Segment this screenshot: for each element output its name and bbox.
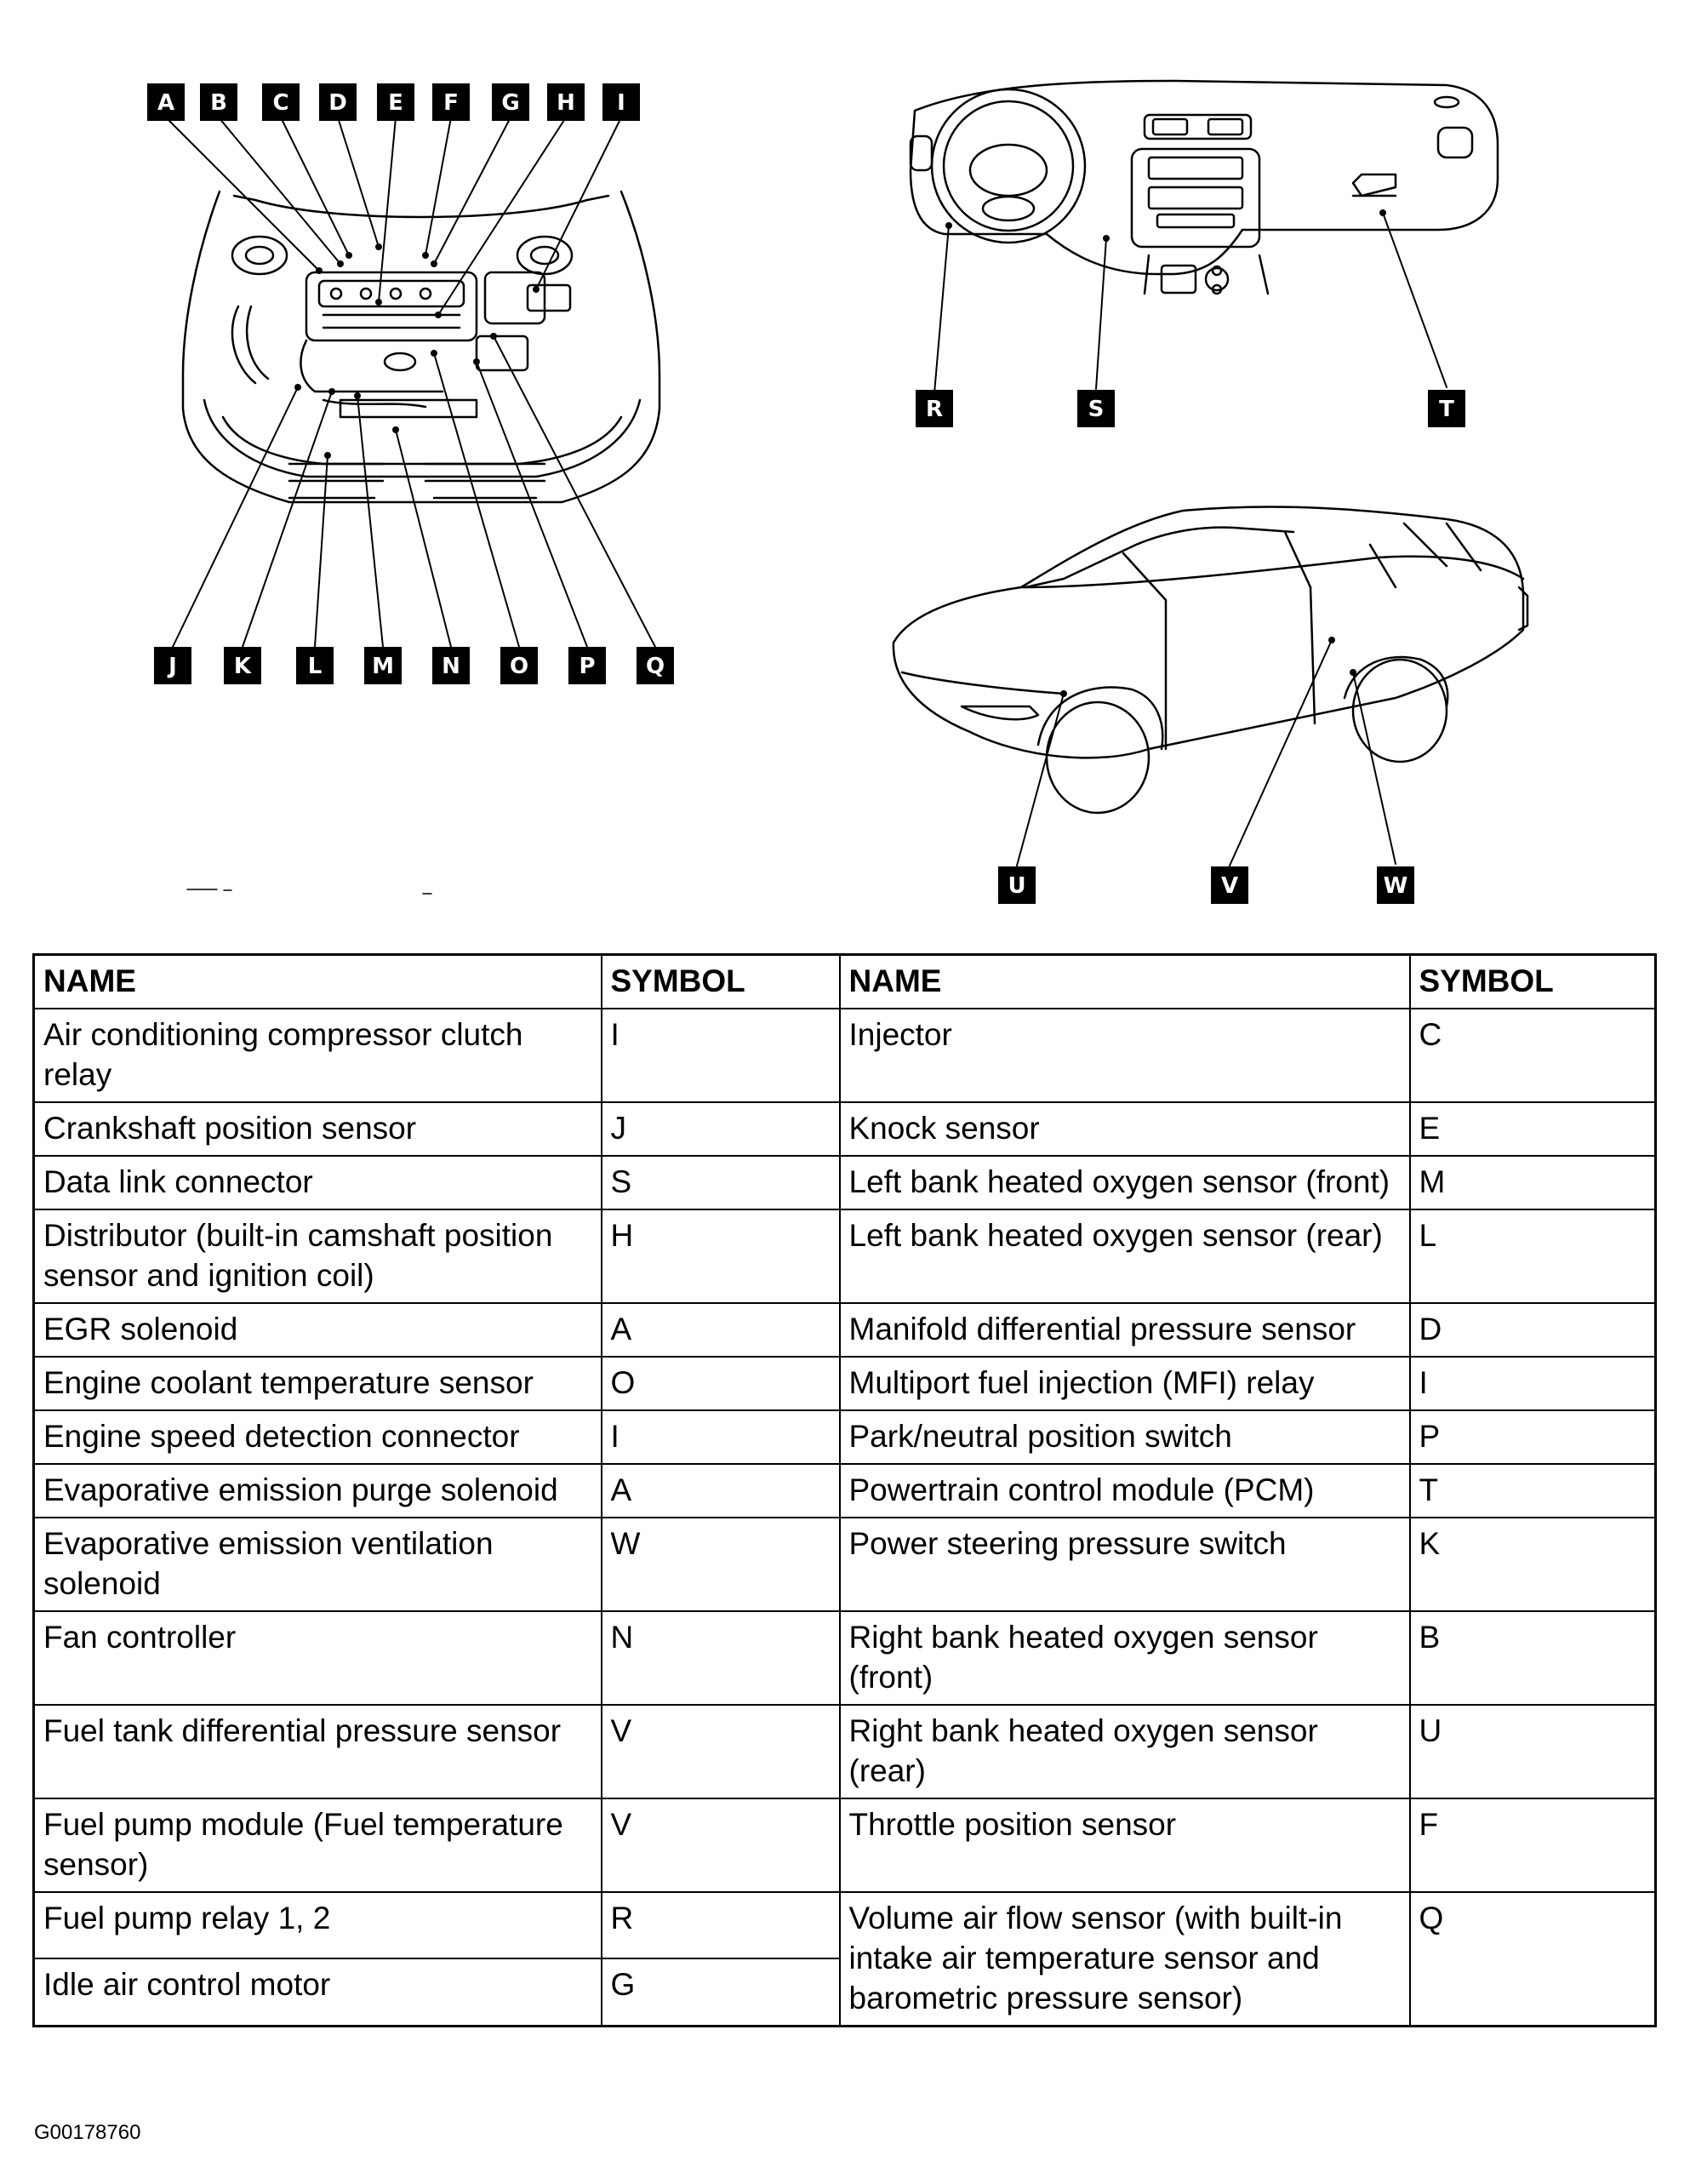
right-symbol-cell: D	[1410, 1303, 1656, 1357]
callout-label	[147, 83, 185, 121]
callout-label-letter: J	[168, 654, 177, 679]
table-row	[34, 1102, 1656, 1156]
left-symbol-cell: G	[602, 1958, 840, 2026]
callout-label-letter: R	[925, 397, 944, 422]
callout-label	[319, 83, 357, 121]
callout-label-letter: P	[579, 654, 596, 679]
callout-label	[568, 647, 606, 684]
callout-label	[916, 390, 953, 427]
dashboard-drawing	[911, 81, 1498, 294]
right-name-cell: Park/neutral position switch	[840, 1410, 1410, 1464]
table-row	[34, 1410, 1656, 1464]
table-row	[34, 1156, 1656, 1209]
component-table	[32, 953, 1657, 2027]
dashboard-leader-lines	[934, 213, 1447, 393]
right-symbol-cell: I	[1410, 1357, 1656, 1410]
callout-label-letter: O	[509, 654, 529, 679]
callout-label	[1077, 390, 1115, 427]
header-name-left: NAME	[34, 955, 602, 1009]
table-row	[34, 1705, 1656, 1798]
callout-label	[1428, 390, 1465, 427]
callout-label-letter: D	[328, 90, 347, 116]
callout-label	[377, 83, 414, 121]
callout-label	[492, 83, 529, 121]
left-name-cell: Fuel pump module (Fuel temperature sensor)	[34, 1798, 602, 1892]
left-symbol-cell: A	[602, 1303, 840, 1357]
left-symbol-cell: I	[602, 1009, 840, 1102]
right-symbol-cell: T	[1410, 1464, 1656, 1518]
right-name-cell: Right bank heated oxygen sensor (rear)	[840, 1705, 1410, 1798]
callout-label-letter: C	[272, 90, 289, 116]
callout-label	[547, 83, 585, 121]
left-symbol-cell: W	[602, 1518, 840, 1611]
left-name-cell: Engine speed detection connector	[34, 1410, 602, 1464]
engine-compartment-drawing	[183, 192, 659, 502]
table-row	[34, 1611, 1656, 1705]
left-name-cell: Evaporative emission purge solenoid	[34, 1464, 602, 1518]
right-name-cell: Volume air flow sensor (with built-in intake air temperature sensor and barometric pressure sensor)	[840, 1892, 1410, 2027]
callout-label-letter: Q	[645, 654, 665, 679]
right-name-cell: Power steering pressure switch	[840, 1518, 1410, 1611]
right-name-cell: Right bank heated oxygen sensor (front)	[840, 1611, 1410, 1705]
table-row	[34, 1798, 1656, 1892]
right-symbol-cell: E	[1410, 1102, 1656, 1156]
callout-label-letter: N	[442, 654, 460, 679]
right-symbol-cell: U	[1410, 1705, 1656, 1798]
callout-label-letter: G	[501, 90, 520, 116]
right-name-cell: Left bank heated oxygen sensor (front)	[840, 1156, 1410, 1209]
callout-label-letter: T	[1439, 397, 1454, 422]
header-name-right: NAME	[840, 955, 1410, 1009]
left-name-cell: Fan controller	[34, 1611, 602, 1705]
right-symbol-cell: K	[1410, 1518, 1656, 1611]
callout-label-letter: A	[157, 90, 175, 116]
table-row	[34, 1209, 1656, 1303]
callout-label	[1377, 866, 1414, 904]
callout-label-letter: S	[1088, 397, 1105, 422]
table-row	[34, 1357, 1656, 1410]
car-leader-lines	[1017, 640, 1396, 866]
callout-label	[432, 647, 470, 684]
left-name-cell: EGR solenoid	[34, 1303, 602, 1357]
right-symbol-cell: C	[1410, 1009, 1656, 1102]
right-symbol-cell: P	[1410, 1410, 1656, 1464]
right-name-cell: Throttle position sensor	[840, 1798, 1410, 1892]
callout-label-letter: F	[443, 90, 459, 116]
right-symbol-cell: Q	[1410, 1892, 1656, 2027]
right-name-cell: Multiport fuel injection (MFI) relay	[840, 1357, 1410, 1410]
car-body-drawing	[894, 506, 1527, 813]
callout-label	[1211, 866, 1248, 904]
left-name-cell: Fuel pump relay 1, 2	[34, 1892, 602, 1958]
callout-label-letter: V	[1220, 873, 1239, 899]
left-symbol-cell: N	[602, 1611, 840, 1705]
left-name-cell: Crankshaft position sensor	[34, 1102, 602, 1156]
left-symbol-cell: S	[602, 1156, 840, 1209]
right-name-cell: Injector	[840, 1009, 1410, 1102]
left-symbol-cell: I	[602, 1410, 840, 1464]
callout-label-letter: L	[307, 654, 323, 679]
right-symbol-cell: F	[1410, 1798, 1656, 1892]
callout-label-letter: B	[210, 90, 227, 116]
figure-id: G00178760	[34, 2121, 141, 2144]
callout-label	[296, 647, 334, 684]
right-name-cell: Powertrain control module (PCM)	[840, 1464, 1410, 1518]
callout-label	[432, 83, 470, 121]
left-name-cell: Evaporative emission ventilation solenoid	[34, 1518, 602, 1611]
callout-label	[224, 647, 261, 684]
left-name-cell: Air conditioning compressor clutch relay	[34, 1009, 602, 1102]
right-symbol-cell: M	[1410, 1156, 1656, 1209]
table-row	[34, 1518, 1656, 1611]
right-name-cell: Left bank heated oxygen sensor (rear)	[840, 1209, 1410, 1303]
right-symbol-cell: B	[1410, 1611, 1656, 1705]
callout-label-letter: H	[557, 90, 575, 116]
right-name-cell: Manifold differential pressure sensor	[840, 1303, 1410, 1357]
left-symbol-cell: A	[602, 1464, 840, 1518]
callout-label	[154, 647, 191, 684]
right-symbol-cell: L	[1410, 1209, 1656, 1303]
table-row	[34, 1464, 1656, 1518]
component-location-diagram	[0, 0, 1690, 936]
callout-label	[500, 647, 538, 684]
callout-label-letter: I	[617, 90, 625, 116]
left-symbol-cell: O	[602, 1357, 840, 1410]
table-row	[34, 1892, 1656, 1958]
header-symbol-right: SYMBOL	[1410, 955, 1656, 1009]
callout-label-letter: M	[372, 654, 394, 679]
callout-label	[602, 83, 640, 121]
header-symbol-left: SYMBOL	[602, 955, 840, 1009]
left-name-cell: Distributor (built-in camshaft position sensor and ignition coil)	[34, 1209, 602, 1303]
callout-label	[998, 866, 1036, 904]
left-name-cell: Fuel tank differential pressure sensor	[34, 1705, 602, 1798]
right-name-cell: Knock sensor	[840, 1102, 1410, 1156]
left-symbol-cell: V	[602, 1798, 840, 1892]
left-symbol-cell: H	[602, 1209, 840, 1303]
left-name-cell: Engine coolant temperature sensor	[34, 1357, 602, 1410]
callout-label	[364, 647, 402, 684]
callout-label-letter: K	[233, 654, 252, 679]
callout-label	[637, 647, 674, 684]
callout-label-letter: U	[1008, 873, 1026, 899]
callout-label	[262, 83, 300, 121]
left-symbol-cell: R	[602, 1892, 840, 1958]
left-name-cell: Idle air control motor	[34, 1958, 602, 2026]
table-row	[34, 1303, 1656, 1357]
table-header-row	[34, 955, 1656, 1009]
left-symbol-cell: J	[602, 1102, 840, 1156]
callout-label-letter: W	[1383, 873, 1408, 899]
left-name-cell: Data link connector	[34, 1156, 602, 1209]
callout-label	[200, 83, 237, 121]
callout-label-letter: E	[388, 90, 403, 116]
table-row	[34, 1009, 1656, 1102]
left-symbol-cell: V	[602, 1705, 840, 1798]
